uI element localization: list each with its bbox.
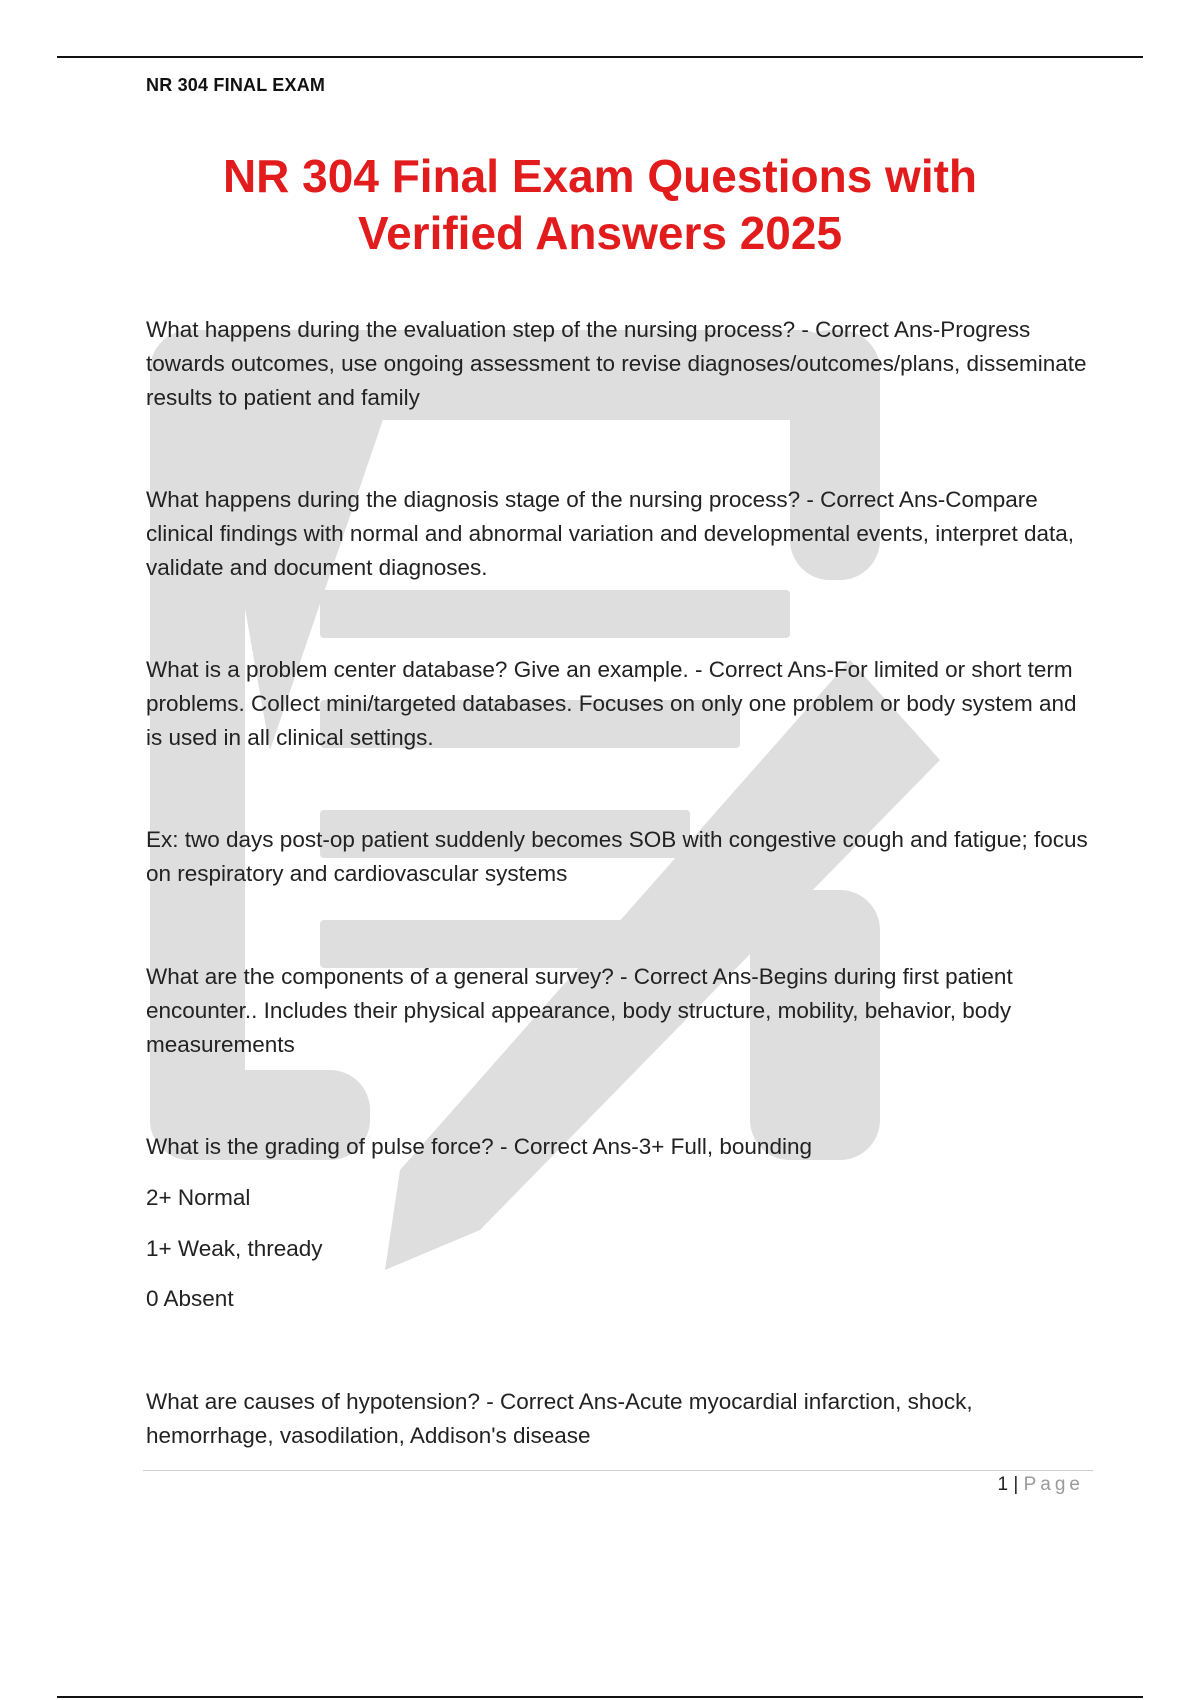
qa-item: What is the grading of pulse force? - Correct Ans-3+ Full, bounding	[146, 1134, 812, 1159]
bottom-rule	[57, 1696, 1143, 1698]
footer-rule	[143, 1470, 1093, 1471]
qa-item: Ex: two days post-op patient suddenly becomes SOB with congestive cough and fatigue; focus on respiratory and cardiovascular systems	[146, 827, 1088, 886]
document-title	[150, 148, 1050, 262]
title-line-1: NR 304 Final Exam Questions with	[222, 150, 978, 202]
qa-item: What happens during the diagnosis stage of the nursing process? - Correct Ans-Compare clinical findings with normal and abnormal variation and developmental events, interpret data, validate and document diagnoses.	[146, 487, 1075, 580]
qa-item: 0 Absent	[146, 1286, 234, 1311]
running-header: NR 304 FINAL EXAM	[146, 75, 326, 95]
top-rule	[57, 56, 1143, 58]
qa-item: What are the components of a general survey? - Correct Ans-Begins during first patient encounter.. Includes their physical appearance, body structure, mobility, behavior, body measurements	[146, 964, 1013, 1057]
qa-item: 1+ Weak, thready	[146, 1236, 323, 1261]
page-number-value: 1	[997, 1474, 1009, 1495]
qa-item: 2+ Normal	[146, 1185, 251, 1210]
qa-item: What happens during the evaluation step of the nursing process? - Correct Ans-Progress towards outcomes, use ongoing assessment to revise diagnoses/outcomes/plans, disseminate results to patient and family	[146, 317, 1087, 410]
page-number	[998, 1474, 1084, 1496]
qa-item: What are causes of hypotension? - Correct Ans-Acute myocardial infarction, shock, hemorrhage, vasodilation, Addison's disease	[146, 1389, 973, 1448]
title-line-2: Verified Answers 2025	[357, 207, 843, 259]
qa-item: What is a problem center database? Give an example. - Correct Ans-For limited or short term problems. Collect mini/targeted databases. Focuses on only one problem or body system and is used in all clinical settings.	[146, 657, 1077, 750]
page-number-separator: |	[1013, 1474, 1019, 1495]
page-word: Page	[1023, 1474, 1084, 1495]
